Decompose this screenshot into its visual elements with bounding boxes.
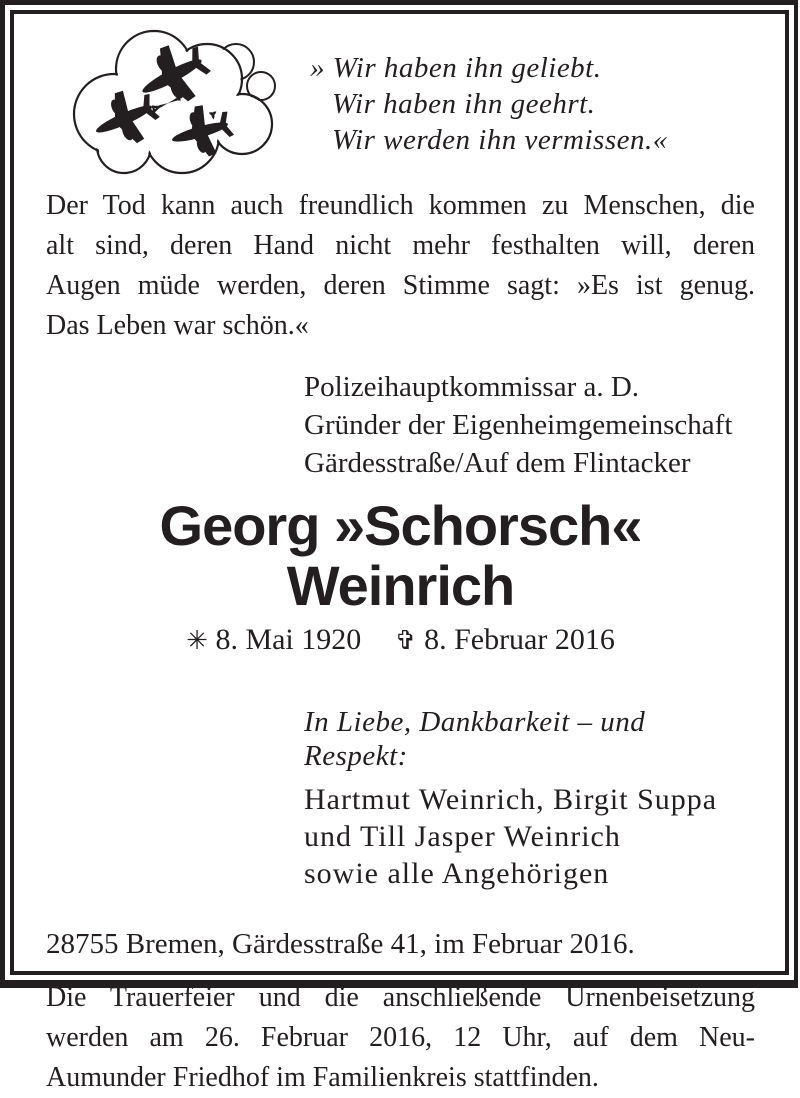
mourner-line: sowie alle Angehörigen: [304, 857, 610, 890]
planes-cloud-illustration: [64, 24, 282, 176]
life-dates: [46, 622, 755, 659]
birth-date: 8. Mai 1920: [215, 623, 362, 656]
quote-line: Wir werden ihn vermissen.«: [332, 124, 668, 156]
mourner-line: und Till Jasper Weinrich: [304, 820, 621, 853]
title-line: Gründer der Eigenheimgemeinschaft: [304, 409, 733, 441]
birth-star-icon: ✳: [186, 626, 208, 656]
obituary-line: alt sind, deren Hand nicht mehr festhalten will, deren: [46, 230, 755, 261]
deceased-titles: [304, 368, 755, 482]
deceased-name: Georg »Schorsch« Weinrich: [159, 494, 642, 617]
notice-header: [46, 24, 755, 176]
quote-line: » Wir haben ihn geliebt.: [310, 52, 602, 84]
mourner-line: Hartmut Weinrich, Birgit Suppa: [304, 783, 718, 816]
obituary-line: Der Tod kann auch freundlich kommen zu Menschen, die: [46, 190, 755, 221]
death-date: 8. Februar 2016: [424, 623, 615, 656]
obituary-line: Das Leben war schön.«: [46, 310, 309, 341]
funeral-line: Aumunder Friedhof im Familienkreis stattfinden.: [46, 1062, 599, 1093]
memorial-quote: [310, 50, 668, 158]
quote-line: Wir haben ihn geehrt.: [332, 88, 596, 120]
death-cross-icon: ✞: [394, 626, 417, 656]
mourners-names: [304, 781, 755, 892]
title-line: Polizeihauptkommissar a. D.: [304, 371, 640, 403]
frame-gap: [5, 5, 794, 1093]
notice-paper: [10, 10, 789, 1093]
mourners-intro: In Liebe, Dankbarkeit – und Respekt:: [304, 706, 646, 772]
title-line: Gärdesstraße/Auf dem Flintacker: [304, 447, 691, 479]
obituary-line: Augen müde werden, deren Stimme sagt: »Es ist genug.: [46, 270, 755, 301]
funeral-line: Die Trauerfeier und die anschließende Urnenbeisetzung: [46, 982, 755, 1013]
address-line: 28755 Bremen, Gärdesstraße 41, im Februar 2016.: [46, 928, 635, 960]
funeral-line: werden am 26. Februar 2016, 12 Uhr, auf dem Neu-: [46, 1022, 755, 1053]
funeral-info: [46, 978, 755, 1098]
obituary-text: [46, 186, 755, 346]
